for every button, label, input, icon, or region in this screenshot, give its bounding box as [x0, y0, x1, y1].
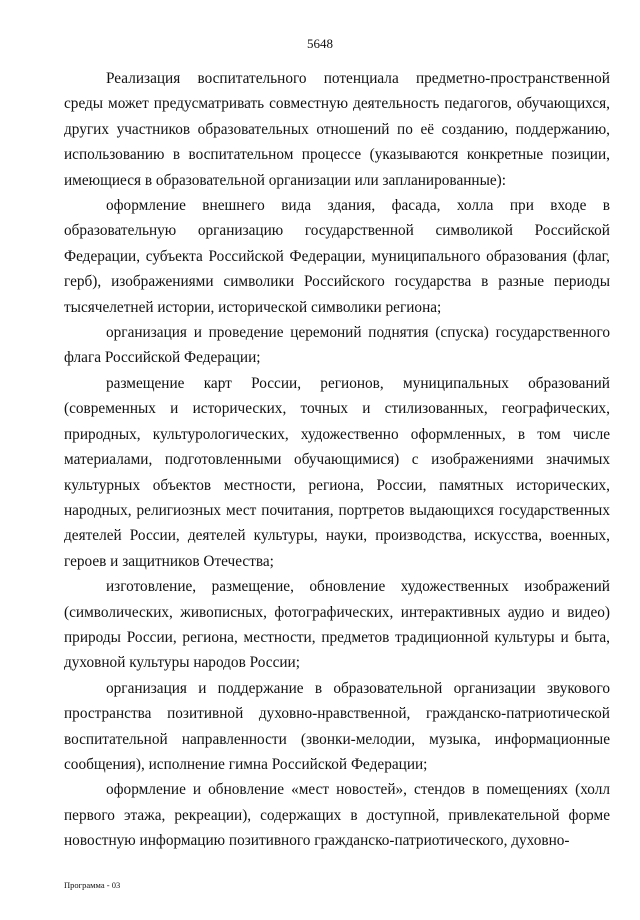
paragraph-sound-space: организация и поддержание в образовательной организации звукового пространства позитивной духовно-нравственной, гражданско-патриотической воспитательной направленности (звонки-мелодии, музыка, информационные сообщения), исполнение гимна Российской Федерации;	[64, 679, 610, 773]
paragraph-building-design: оформление внешнего вида здания, фасада, холла при входе в образовательную организацию государственной символикой Российской Федерации, субъекта Российской Федерации, муниципального образования (флаг, герб), изображениями символики Российского государства в разные периоды тысячелетней истории, исторической символики региона;	[64, 197, 610, 316]
page-number: 5648	[307, 36, 333, 51]
paragraph-art-images: изготовление, размещение, обновление художественных изображений (символических, живописных, фотографических, интерактивных аудио и видео) природы России, региона, местности, предметов традиционной культуры и быта, духовной культуры народов России;	[64, 578, 610, 672]
paragraph-news-places: оформление и обновление «мест новостей», стендов в помещениях (холл первого этажа, рекреации), содержащих в доступной, привлекательной форме новостную информацию позитивного гражданско-патриотического, духовно-	[64, 781, 610, 850]
paragraph-flag-ceremony: организация и проведение церемоний поднятия (спуска) государственного флага Российской Федерации;	[64, 324, 610, 367]
paragraph-intro: Реализация воспитательного потенциала предметно-пространственной среды может предусматривать совместную деятельность педагогов, обучающихся, других участников образовательных отношений по её созданию, поддержанию, использованию в воспитательном процессе (указываются конкретные позиции, имеющиеся в образовательной организации или запланированные):	[64, 70, 610, 189]
paragraph-maps: размещение карт России, регионов, муниципальных образований (современных и исторических, точных и стилизованных, географических, природных, культурологических, художественно оформленных, в том числе материалами, подготовленными обучающимися) с изображениями значимых культурных объектов местности, региона, России, памятных исторических, народных, религиозных мест почитания, портретов выдающихся государственных деятелей России, деятелей культуры, науки, производства, искусства, военных, героев и защитников Отечества;	[64, 374, 610, 570]
document-body	[64, 66, 610, 854]
footer-label: Программа - 03	[64, 880, 121, 890]
